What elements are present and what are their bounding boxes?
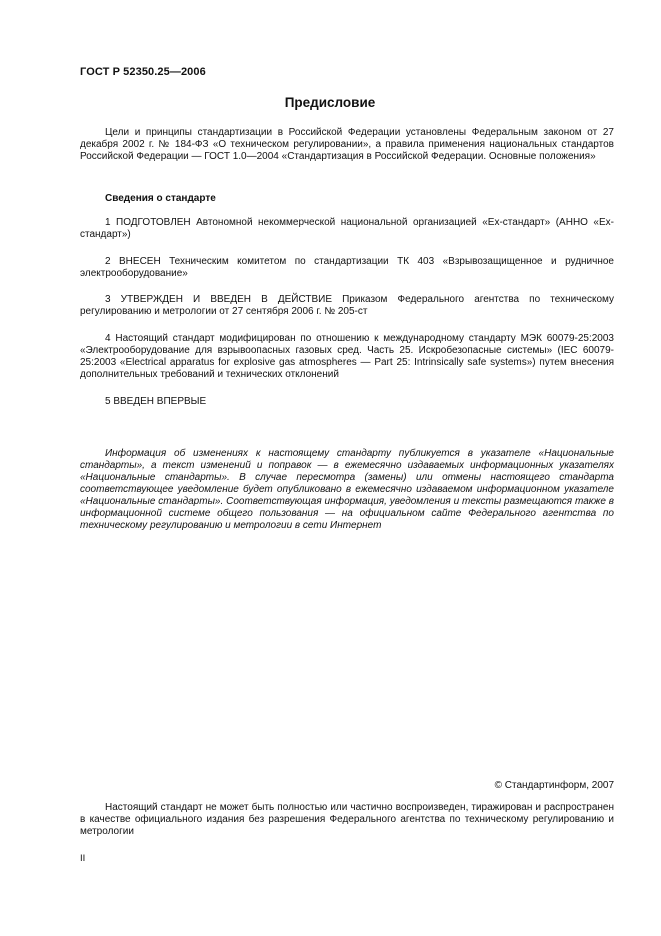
page-title: Предисловие [284,95,376,110]
info-item-4: 4 Настоящий стандарт модифицирован по отношению к международному стандарту МЭК 60079-25:2003 «Электрооборудование для взрывоопасных газовых сред. Часть 25. Искробезопасные системы» (IEC 60079-25:2003 «Electrical apparatus for explosive gas atmospheres — Part 25: Intrinsically safe systems») путем внесения дополнительных требований и технических отклонений [80,333,614,380]
section-subheading: Сведения о стандарте [105,193,216,204]
intro-paragraph: Цели и принципы стандартизации в Российской Федерации установлены Федеральным законом от 27 декабря 2002 г. № 184-ФЗ «О техническом регулировании», а правила применения национальных стандартов Российской Федерации — ГОСТ 1.0—2004 «Стандартизация в Российской Федерации. Основные положения» [80,127,614,162]
info-item-3: 3 УТВЕРЖДЕН И ВВЕДЕН В ДЕЙСТВИЕ Приказом Федерального агентства по техническому регулированию и метрологии от 27 сентября 2006 г. № 205-ст [80,294,614,317]
changes-info-notice: Информация об изменениях к настоящему стандарту публикуется в указателе «Национальные стандарты», а текст изменений и поправок — в ежемесячно издаваемых информационных указателях «Национальные стандарты». В случае пересмотра (замены) или отмены настоящего стандарта соответствующее уведомление будет опубликовано в ежемесячно издаваемом информационном указателе «Национальные стандарты». Соответствующая информация, уведомления и тексты размещаются также в информационной системе общего пользования — на официальном сайте Федерального агентства по техническому регулированию и метрологии в сети Интернет [80,448,614,531]
info-item-1: 1 ПОДГОТОВЛЕН Автономной некоммерческой национальной организацией «Ех-стандарт» (АННО «Ех-стандарт») [80,217,614,240]
page-number: II [80,853,86,864]
info-item-5: 5 ВВЕДЕН ВПЕРВЫЕ [105,396,207,407]
reproduction-notice: Настоящий стандарт не может быть полностью или частично воспроизведен, тиражирован и распространен в качестве официального издания без разрешения Федерального агентства по техническому регулированию и метрологии [80,802,614,837]
standard-code: ГОСТ Р 52350.25—2006 [80,66,206,78]
info-item-2: 2 ВНЕСЕН Техническим комитетом по стандартизации ТК 403 «Взрывозащищенное и рудничное электрооборудование» [80,256,614,279]
copyright-line: © Стандартинформ, 2007 [494,780,614,791]
